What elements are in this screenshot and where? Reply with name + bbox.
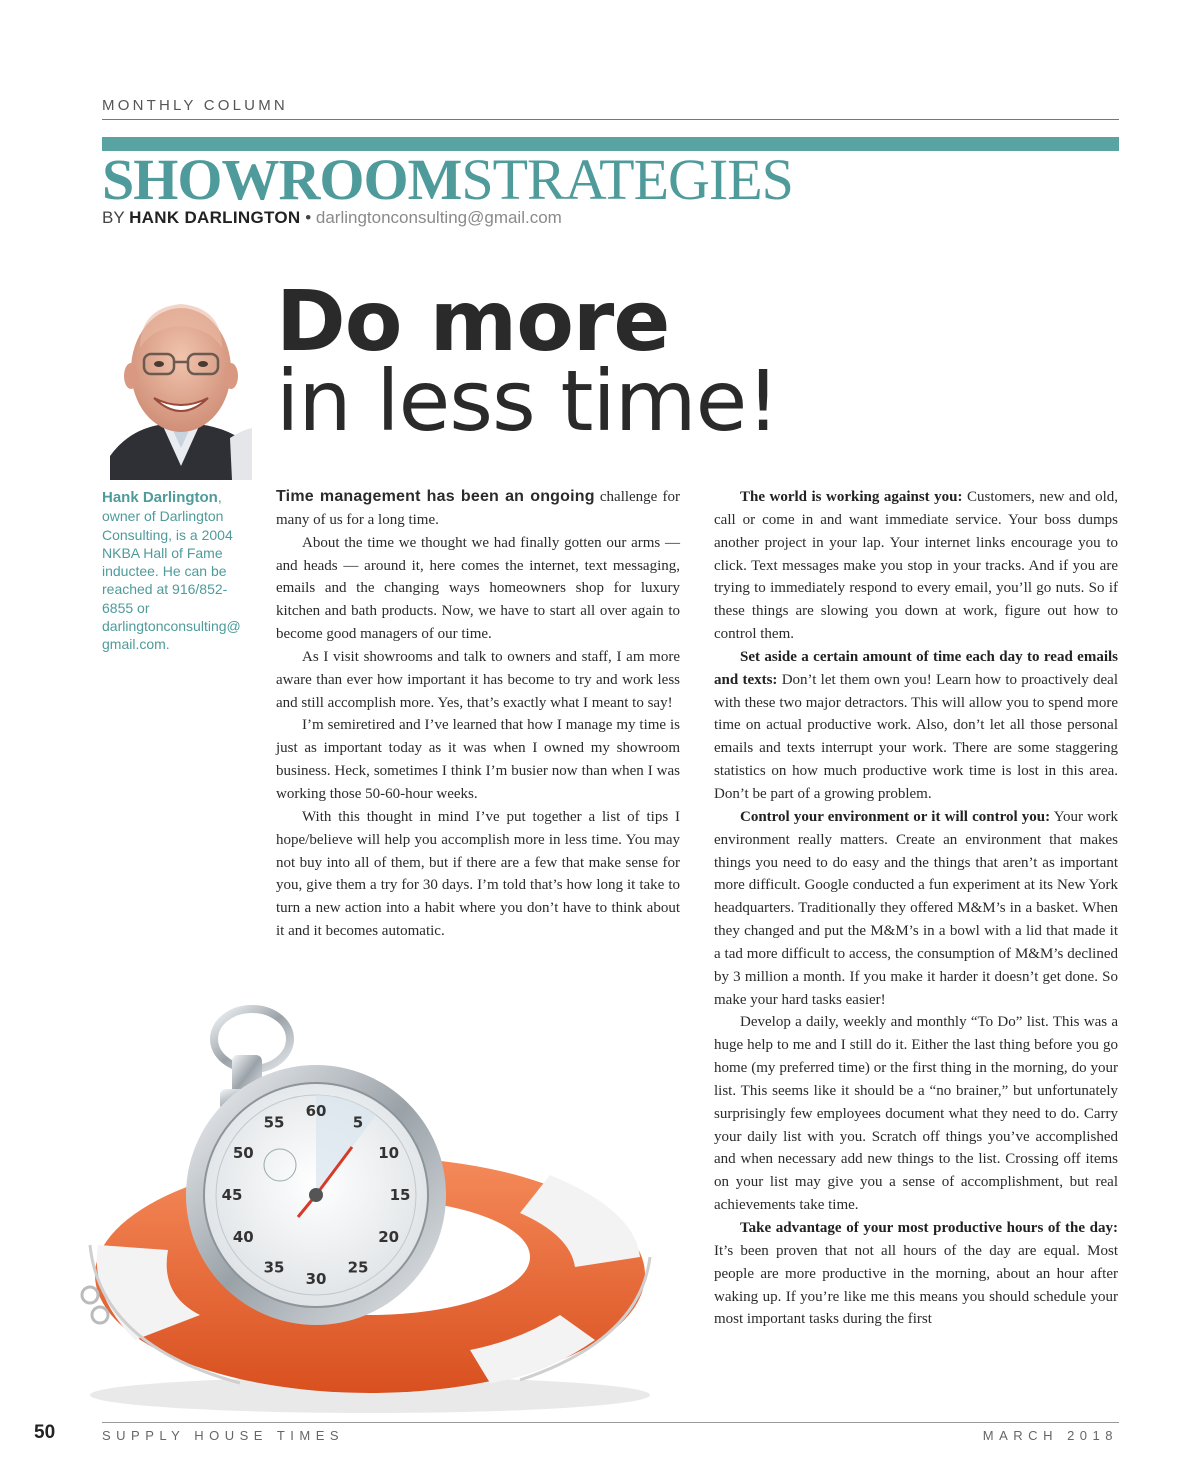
article-column-2	[714, 486, 1118, 1331]
paragraph: Time management has been an ongoing challenge for many of us for a long time.	[276, 488, 680, 528]
paragraph: As I visit showrooms and talk to owners and staff, I am more aware than ever how important it has become to try and work less and still accomplish more. Yes, that’s exactly what I meant to say!	[276, 648, 680, 711]
issue-date: MARCH 2018	[982, 1428, 1118, 1443]
subhead: The world is working against you:	[740, 489, 963, 505]
byline-email[interactable]: darlingtonconsulting@gmail.com	[315, 208, 562, 227]
byline-author: HANK DARLINGTON	[129, 208, 301, 227]
paragraph: I’m semiretired and I’ve learned that how I manage my time is just as important today as it was when I owned my showroom business. Heck, sometimes I think I’m busier now than when I was working those 50-60-hour weeks.	[276, 717, 680, 802]
headline-line-2: in less time!	[276, 351, 779, 450]
stopwatch-life-ring-illustration	[40, 995, 700, 1415]
section-title-light: STRATEGIES	[461, 147, 793, 212]
paragraph: Develop a daily, weekly and monthly “To Do” list. This was a huge help to me and I still do it. Either the last thing before you go home (my preferred time) or the first thing in the morning, do your list. This seems like it should be a “no brainer,” but unfortunately surprisingly few employees document what they need to do. Carry your daily list with you. Scratch off things you’ve accomplished and when necessary add new things to the list. Crossing off items on your list may give you a sense of accomplishment, but real achievements take time.	[714, 1014, 1118, 1214]
dial-number: 5	[352, 1113, 364, 1132]
footer-rule	[102, 1422, 1119, 1423]
paragraph: The world is working against you: Customers, new and old, call or come in and want immediate service. Your boss dumps another project in your lap. Your internet links encourage you to click. Text messages make you stop in your tracks. And if you are trying to immediately respond to every email, you’ll go nuts. So if these things are slowing you down at work, figure out how to control them.	[714, 489, 1118, 643]
dial-number: 40	[232, 1228, 254, 1246]
byline-bullet: •	[305, 208, 312, 227]
dial-number: 10	[378, 1144, 400, 1162]
kicker-rule	[102, 119, 1119, 120]
dial-number: 30	[305, 1270, 327, 1288]
section-title-bold: SHOWROOM	[102, 147, 462, 212]
paragraph: Take advantage of your most productive hours of the day: It’s been proven that not all hours of the day are equal. Most people are more productive in the morning, about an hour after waking up. If you’re like me this means you should schedule your most important tasks during the first	[714, 1220, 1118, 1328]
byline-prefix: BY	[102, 208, 125, 227]
headline-line-1: Do more	[276, 272, 670, 370]
article-headline	[276, 272, 779, 450]
byline	[102, 208, 562, 228]
page-number: 50	[34, 1422, 56, 1443]
column-kicker: MONTHLY COLUMN	[102, 97, 288, 114]
subhead: Set aside a certain amount of time each day to read emails and texts:	[714, 648, 1118, 688]
author-bio	[102, 488, 252, 654]
subhead: Control your environment or it will control you:	[740, 808, 1051, 825]
article-column-1	[276, 486, 680, 943]
dial-number: 60	[305, 1102, 327, 1120]
author-portrait	[110, 288, 252, 480]
dial-number: 15	[389, 1186, 411, 1204]
dial-number: 35	[263, 1258, 285, 1277]
bio-name: Hank Darlington	[102, 489, 218, 506]
dial-number: 20	[378, 1228, 400, 1246]
dial-number: 45	[221, 1186, 243, 1204]
bio-text: , owner of Darlington Consulting, is a 2004 NKBA Hall of Fame inductee. He can be reached at 916/852-6855 or darlingtonconsulting@ gmail.com.	[102, 489, 241, 653]
dial-number: 50	[232, 1144, 254, 1162]
dial-number: 55	[263, 1113, 285, 1132]
lead-in: Time management has been an ongoing	[276, 488, 595, 505]
paragraph: With this thought in mind I’ve put together a list of tips I hope/believe will help you accomplish more in less time. You may not buy into all of them, but if there are a few that make sense for you, give them a try for 30 days. I’m told that’s how long it take to turn a new action into a habit where you don’t have to think about it and it becomes automatic.	[276, 808, 680, 940]
section-title	[102, 148, 793, 212]
paragraph: Control your environment or it will control you: Your work environment really matters. Create an environment that makes things you need to do easy and the things that aren’t as important more difficult. Google conducted a fun experiment at its New York headquarters. Traditionally they offered M&M’s in a basket. When they changed and put the M&M’s in a bowl with a lid that made it a tad more difficult to access, the consumption of M&M’s declined by 3 million a month. If you make it harder it doesn’t get done. So make your hard tasks easier!	[714, 808, 1118, 1008]
paragraph: Set aside a certain amount of time each day to read emails and texts: Don’t let them own you! Learn how to proactively deal with these two major detractors. This will allow you to spend more time on actual productive work. Also, don’t let all those personal emails and texts interrupt your work. There are some staggering statistics on how much productive work time is lost in this area. Don’t be part of a growing problem.	[714, 648, 1119, 802]
dial-number: 25	[347, 1258, 369, 1277]
subhead: Take advantage of your most productive hours of the day:	[740, 1220, 1118, 1236]
paragraph: About the time we thought we had finally gotten our arms — and heads — around it, here comes the internet, text messaging, emails and the changing ways homeowners shop for luxury kitchen and bath products. Now, we have to start all over again to become good managers of our time.	[276, 534, 680, 643]
publication-name: SUPPLY HOUSE TIMES	[102, 1428, 345, 1443]
